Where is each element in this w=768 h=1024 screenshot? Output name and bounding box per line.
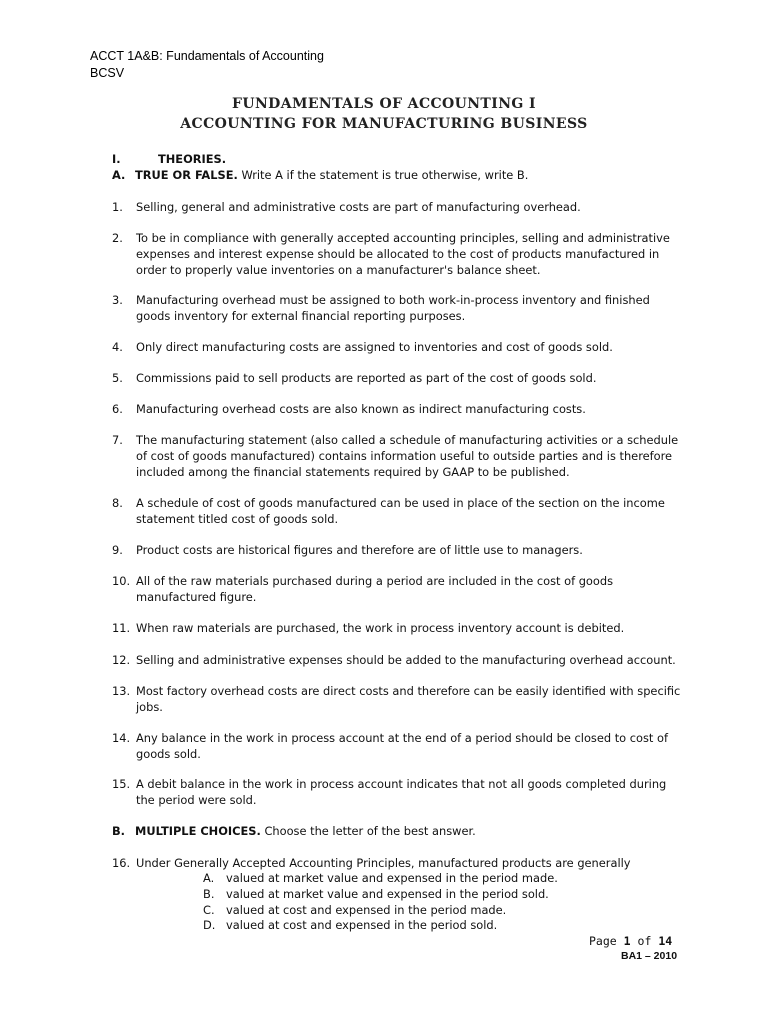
item-number: 11. bbox=[112, 621, 131, 635]
item-number: 1. bbox=[112, 200, 123, 214]
item-number: 8. bbox=[112, 496, 123, 510]
item-number: 7. bbox=[112, 433, 123, 447]
item-text: Any balance in the work in process account at the end of a period should be closed to cost of goods sold. bbox=[136, 731, 669, 761]
item-number: 12. bbox=[112, 653, 131, 667]
item-number: 2. bbox=[112, 231, 123, 245]
item-text: A debit balance in the work in process account indicates that not all goods completed during the period were sold. bbox=[136, 777, 667, 807]
item-text: Selling and administrative expenses should be added to the manufacturing overhead account. bbox=[136, 653, 676, 667]
item-text: Under Generally Accepted Accounting Principles, manufactured products are generally bbox=[136, 856, 631, 870]
document-title: FUNDAMENTALS OF ACCOUNTING I bbox=[232, 96, 536, 112]
item-text: Manufacturing overhead must be assigned to both work-in-process inventory and finished goods inventory for external financial reporting purposes. bbox=[136, 293, 650, 323]
item-number: 6. bbox=[112, 402, 123, 416]
item-number: 13. bbox=[112, 684, 131, 698]
part-a-heading bbox=[112, 168, 528, 182]
choice-letter: C. bbox=[203, 903, 215, 917]
item-text: Most factory overhead costs are direct costs and therefore can be easily identified with specific jobs. bbox=[136, 684, 681, 714]
section-heading bbox=[112, 152, 226, 166]
part-a-instruction: Write A if the statement is true otherwise, write B. bbox=[241, 168, 529, 182]
page-word: Page bbox=[589, 934, 617, 948]
choice-d bbox=[203, 917, 497, 933]
page-current: 1 bbox=[623, 934, 631, 948]
item-text: Selling, general and administrative costs are part of manufacturing overhead. bbox=[136, 200, 581, 214]
item-text: The manufacturing statement (also called a schedule of manufacturing activities or a schedule of cost of goods manufactured) contains information useful to outside parties and is therefore included among the financial statements required by GAAP to be published. bbox=[136, 433, 679, 479]
item-number: 14. bbox=[112, 731, 131, 745]
item-text: Only direct manufacturing costs are assigned to inventories and cost of goods sold. bbox=[136, 340, 613, 354]
choice-b bbox=[203, 886, 549, 902]
document-code: BA1 – 2010 bbox=[621, 950, 678, 962]
choice-letter: D. bbox=[203, 918, 216, 932]
item-number: 5. bbox=[112, 371, 123, 385]
choice-text: valued at market value and expensed in the period made. bbox=[226, 871, 558, 885]
item-text: Commissions paid to sell products are reported as part of the cost of goods sold. bbox=[136, 371, 597, 385]
choice-text: valued at cost and expensed in the period sold. bbox=[226, 918, 498, 932]
item-number: 10. bbox=[112, 574, 131, 588]
item-number: 15. bbox=[112, 777, 131, 791]
item-number: 3. bbox=[112, 293, 123, 307]
section-label: THEORIES. bbox=[158, 152, 227, 166]
item-text: A schedule of cost of goods manufactured can be used in place of the section on the income statement titled cost of goods sold. bbox=[136, 496, 665, 526]
part-b-instruction: Choose the letter of the best answer. bbox=[264, 824, 476, 838]
page-number bbox=[589, 934, 672, 948]
document-subtitle: ACCOUNTING FOR MANUFACTURING BUSINESS bbox=[180, 116, 588, 132]
part-a-label: TRUE OR FALSE. bbox=[135, 168, 238, 182]
choice-letter: B. bbox=[203, 887, 215, 901]
of-word: of bbox=[637, 934, 652, 948]
choice-c bbox=[203, 902, 506, 918]
item-text: To be in compliance with generally accepted accounting principles, selling and administrative expenses and interest expense should be allocated to the cost of products manufactured in order to properly value inventories on a manufacturer's balance sheet. bbox=[136, 231, 670, 277]
course-header: ACCT 1A&B: Fundamentals of Accounting bbox=[90, 49, 324, 63]
choice-a bbox=[203, 870, 558, 886]
choice-letter: A. bbox=[203, 871, 215, 885]
part-a-letter: A. bbox=[112, 168, 126, 182]
part-b-letter: B. bbox=[112, 824, 126, 838]
page-total: 14 bbox=[658, 934, 673, 948]
item-text: All of the raw materials purchased during a period are included in the cost of goods manufactured figure. bbox=[136, 574, 614, 604]
school-header: BCSV bbox=[90, 66, 125, 80]
part-b-heading bbox=[112, 824, 476, 838]
item-number: 4. bbox=[112, 340, 123, 354]
part-b-label: MULTIPLE CHOICES. bbox=[135, 824, 261, 838]
item-number: 16. bbox=[112, 856, 131, 870]
item-text: Manufacturing overhead costs are also known as indirect manufacturing costs. bbox=[136, 402, 586, 416]
section-number: I. bbox=[112, 152, 121, 166]
item-text: When raw materials are purchased, the work in process inventory account is debited. bbox=[136, 621, 625, 635]
choice-text: valued at market value and expensed in the period sold. bbox=[226, 887, 549, 901]
choice-text: valued at cost and expensed in the period made. bbox=[226, 903, 507, 917]
item-number: 9. bbox=[112, 543, 123, 557]
item-text: Product costs are historical figures and therefore are of little use to managers. bbox=[136, 543, 583, 557]
